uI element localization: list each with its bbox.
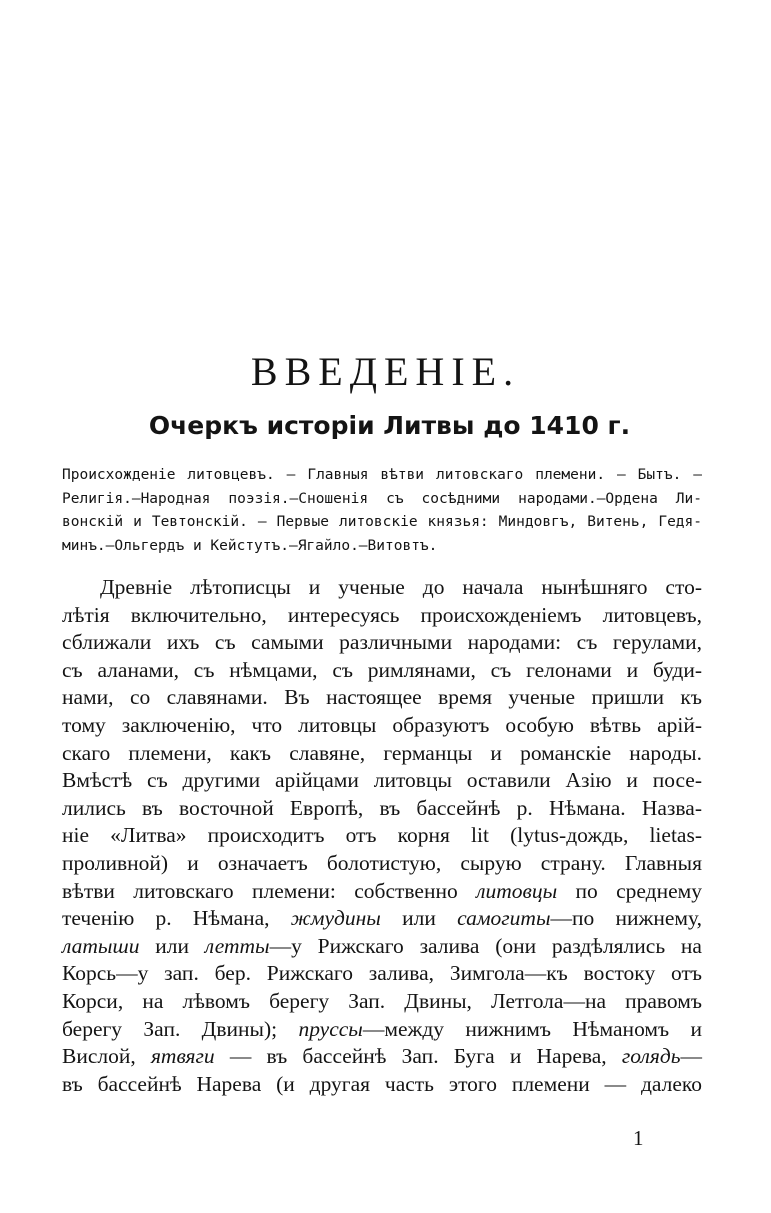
page-number: 1 (633, 1126, 644, 1150)
body-line (62, 602, 702, 630)
body-line (62, 1071, 702, 1099)
text-segment: Древніе лѣтописцы и ученые до начала нынѣшняго сто- (100, 575, 702, 599)
italic-term: летты (204, 933, 270, 958)
chapter-title: ВВЕДЕНІЕ. (250, 349, 521, 394)
body-line (62, 1016, 702, 1044)
body-text (62, 574, 702, 1098)
text-segment: —между нижнимъ Нѣманомъ и (362, 1016, 702, 1041)
italic-term: жмудины (290, 906, 381, 931)
body-line (62, 767, 702, 795)
text-segment: или (139, 933, 205, 958)
text-segment: сближали ихъ съ самыми различными народами: съ герулами, (62, 630, 702, 655)
italic-term: латыши (62, 933, 140, 958)
text-segment: по среднему (557, 878, 703, 903)
body-line (62, 1043, 702, 1071)
chapter-summary (62, 464, 702, 558)
body-line (62, 933, 702, 961)
text-segment: лились въ восточной Европѣ, въ бассейнѣ р. Нѣмана. Назва- (62, 795, 702, 820)
body-line (62, 822, 702, 850)
text-segment: вѣтви литовскаго племени: собственно (62, 878, 477, 903)
body-line (62, 878, 702, 906)
body-line (62, 684, 702, 712)
body-line (62, 740, 702, 768)
italic-term: ятвяги (150, 1044, 215, 1069)
text-segment: или (380, 906, 458, 931)
text-segment: съ аланами, съ нѣмцами, съ римлянами, съ гелонами и буди- (62, 657, 702, 682)
text-segment: —по нижнему, (550, 906, 703, 931)
text-segment: лѣтія включительно, интересуясь происхожденіемъ литовцевъ, (62, 602, 702, 627)
text-segment: нами, со славянами. Въ настоящее время ученые пришли къ (62, 685, 702, 710)
text-segment: — въ бассейнѣ Зап. Буга и Нарева, (214, 1044, 622, 1069)
text-segment: Вислой, (62, 1044, 151, 1069)
text-segment: ніе «Литва» происходитъ отъ корня lit (lytus-дождь, lietas- (62, 823, 702, 848)
body-line (62, 988, 702, 1016)
body-line (62, 795, 702, 823)
italic-term: голядь (621, 1044, 681, 1069)
text-segment: Корсь—у зап. бер. Рижскаго залива, Зимгола—къ востоку отъ (62, 961, 702, 986)
body-line (62, 574, 702, 602)
italic-term: литовцы (476, 878, 558, 903)
body-line (62, 657, 702, 685)
chapter-subtitle: Очеркъ исторіи Литвы до 1410 г. (148, 411, 631, 440)
body-line (62, 629, 702, 657)
summary-line: вонскій и Тевтонскій. — Первые литовскіе князья: Миндовгъ, Витень, Гедя- (62, 514, 702, 530)
text-segment: Вмѣстѣ съ другими арійцами литовцы оставили Азію и посе- (62, 768, 702, 793)
italic-term: самогиты (457, 906, 551, 931)
italic-term: пруссы (298, 1016, 363, 1041)
text-segment: въ бассейнѣ Нарева (и другая часть этого племени — далеко (62, 1071, 702, 1096)
body-line (62, 850, 702, 878)
summary-line: минъ.—Ольгердъ и Кейстутъ.—Ягайло.—Витовтъ. (62, 537, 438, 554)
text-segment: скаго племени, какъ славяне, германцы и романскіе народы. (62, 740, 702, 765)
text-segment: — (680, 1044, 703, 1069)
summary-line: Религія.—Народная поэзія.—Сношенія съ сосѣдними народами.—Ордена Ли- (62, 490, 702, 507)
text-segment: берегу Зап. Двины); (62, 1016, 299, 1041)
text-segment: Корси, на лѣвомъ берегу Зап. Двины, Летгола—на правомъ (62, 988, 702, 1013)
body-line (62, 712, 702, 740)
summary-line: Происхожденіе литовцевъ. — Главныя вѣтви литовскаго племени. — Бытъ. — (62, 467, 702, 483)
body-line (62, 960, 702, 988)
text-segment: теченію р. Нѣмана, (62, 906, 291, 931)
body-line (62, 905, 702, 933)
text-segment: проливной) и означаетъ болотистую, сырую страну. Главныя (62, 850, 702, 875)
text-segment: —у Рижскаго залива (они раздѣлялись на (269, 933, 702, 958)
text-segment: тому заключенію, что литовцы образуютъ особую вѣтвь арій- (62, 712, 702, 737)
